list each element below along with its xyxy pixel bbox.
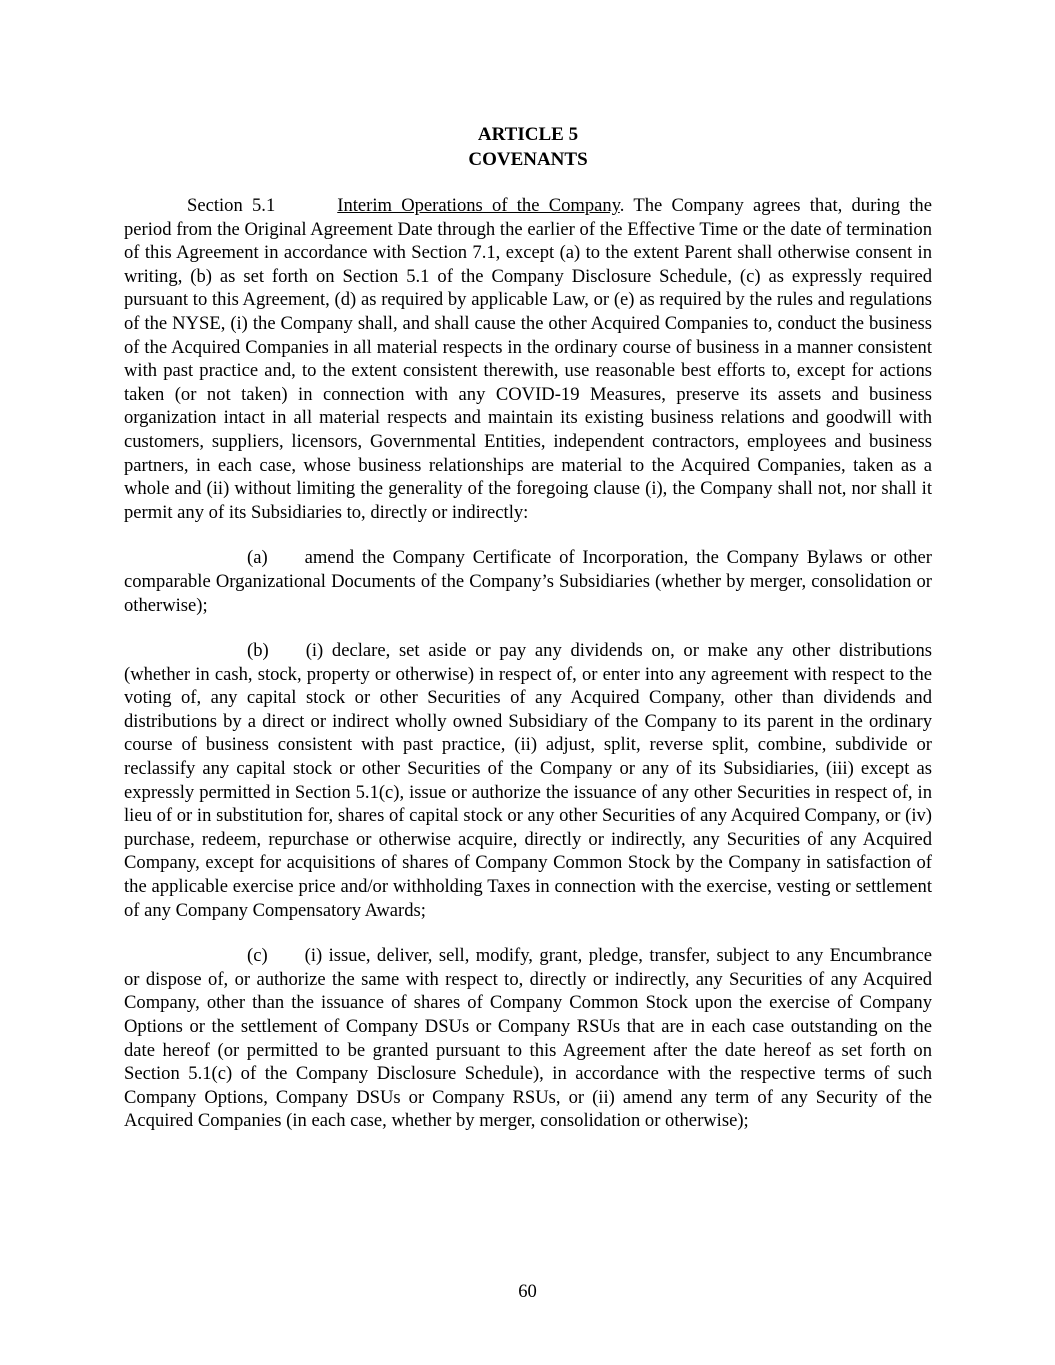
clause-label: (b): [247, 640, 269, 662]
article-title: COVENANTS: [468, 149, 588, 170]
clause-text: (i) declare, set aside or pay any dividends on, or make any other distributions (whether in cash, stock, property or otherwise) in respect of, or enter into any agreement with respect to the voting of, any capital stock or other Securities of any Acquired Company, other than dividends and distributions by a direct or indirect wholly owned Subsidiary of the Company to its parent in the ordinary course of business consistent with past practice, (ii) adjust, split, reverse split, combine, subdivide or reclassify any capital stock or other Securities of the Company or any of its Subsidiaries, (iii) except as expressly permitted in Section 5.1(c), issue or authorize the issuance of any other Securities in respect of, in lieu of or in substitution for, shares of capital stock or any other Securities of any Acquired Company, or (iv) purchase, redeem, repurchase or otherwise acquire, directly or indirectly, any Securities of any Acquired Company, except for acquisitions of shares of Company Common Stock by the Company in satisfaction of the applicable exercise price and/or withholding Taxes in connection with the exercise, vesting or settlement of any Company Compensatory Awards;: [124, 640, 932, 921]
clause-b: [124, 639, 932, 922]
clause-text: (i) issue, deliver, sell, modify, grant, pledge, transfer, subject to any Encumbrance or dispose of, or authorize the same with respect to, directly or indirectly, any Securities of any Acquired Company, other than the issuance of shares of Company Common Stock upon the exercise of Company Options or the settlement of Company DSUs or Company RSUs that are in each case outstanding on the date hereof (or permitted to be granted pursuant to this Agreement after the date hereof as set forth on Section 5.1(c) of the Company Disclosure Schedule), in accordance with the respective terms of such Company Options, Company DSUs or Company RSUs, or (ii) amend any term of any Security of the Acquired Companies (in each case, whether by merger, consolidation or otherwise);: [124, 945, 932, 1132]
clause-a: [124, 546, 932, 617]
clause-c: [124, 944, 932, 1133]
document-page: [124, 122, 932, 1133]
clause-text: amend the Company Certificate of Incorporation, the Company Bylaws or other comparable Organizational Documents of the Company’s Subsidiaries (whether by merger, consolidation or otherwise);: [124, 547, 932, 616]
clause-label: (a): [247, 547, 268, 569]
clause-label: (c): [247, 945, 268, 967]
section-body: . The Company agrees that, during the period from the Original Agreement Date through the earlier of the Effective Time or the date of termination of this Agreement in accordance with Section 7.1, except (a) to the extent Parent shall otherwise consent in writing, (b) as set forth on Section 5.1 of the Company Disclosure Schedule, (c) as expressly required pursuant to this Agreement, (d) as required by applicable Law, or (e) as required by the rules and regulations of the NYSE, (i) the Company shall, and shall cause the other Acquired Companies to, conduct the business of the Acquired Companies in all material respects in the ordinary course of business in a manner consistent with past practice and, to the extent consistent therewith, use reasonable best efforts to, except for actions taken (or not taken) in connection with any COVID-19 Measures, preserve its assets and business organization intact in all material respects and maintain its existing business relations and goodwill with customers, suppliers, licensors, Governmental Entities, independent contractors, employees and business partners, in each case, whose business relationships are material to the Acquired Companies, taken as a whole and (ii) without limiting the generality of the foregoing clause (i), the Company shall not, nor shall it permit any of its Subsidiaries to, directly or indirectly:: [124, 195, 932, 523]
article-number: ARTICLE 5: [477, 124, 579, 145]
section-5-1-paragraph: [124, 194, 932, 524]
section-heading: Interim Operations of the Company: [337, 195, 620, 216]
section-number: Section 5.1: [187, 195, 276, 216]
page-number: 60: [518, 1281, 537, 1302]
